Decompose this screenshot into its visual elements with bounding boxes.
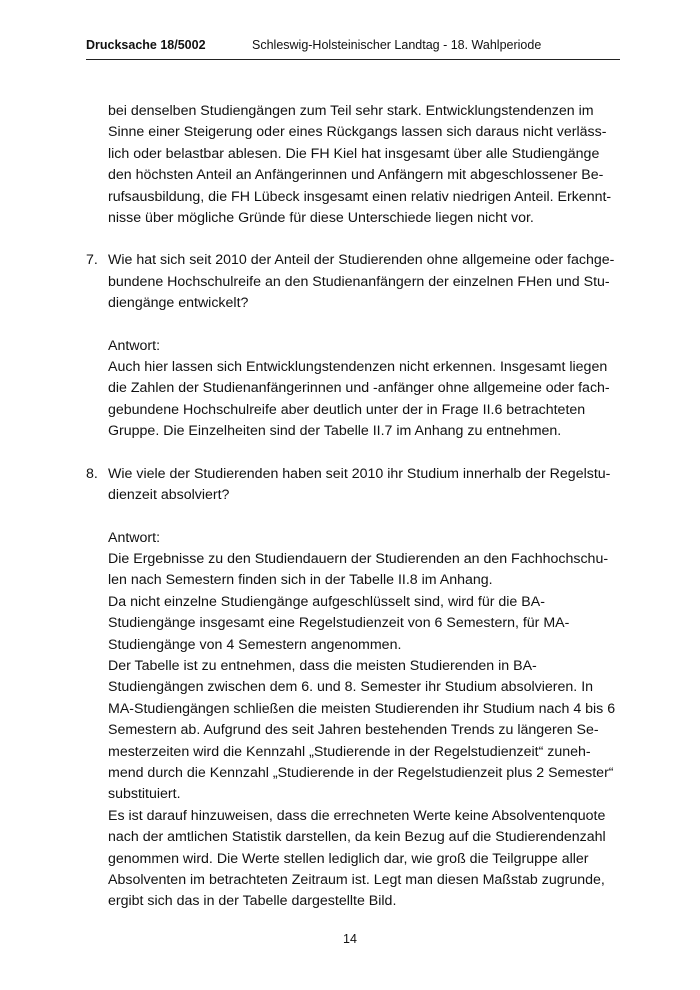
parliament-title: Schleswig-Holsteinischer Landtag - 18. Wahlperiode	[252, 38, 542, 52]
text-line: diengänge entwickelt?	[108, 295, 249, 312]
text-line: Semestern ab. Aufgrund des seit Jahren bestehenden Trends zu längeren Se-	[108, 722, 599, 739]
text-line: Studiengänge von 4 Semestern angenommen.	[108, 636, 402, 653]
text-line: Der Tabelle ist zu entnehmen, dass die meisten Studierenden in BA-	[108, 657, 537, 674]
text-line: Studiengänge insgesamt eine Regelstudienzeit von 6 Semestern, für MA-	[108, 615, 570, 632]
text-line: gebundene Hochschulreife aber deutlich unter der in Frage II.6 betrachteten	[108, 401, 586, 418]
page-header	[86, 36, 620, 58]
intro-paragraph	[108, 101, 620, 229]
text-line: Sinne einer Steigerung oder eines Rückgangs lassen sich daraus nicht verläss-	[108, 124, 607, 141]
question-8-text	[108, 464, 620, 507]
page-body	[86, 101, 620, 913]
text-line: nach der amtlichen Statistik darstellen, da kein Bezug auf die Studierendenzahl	[108, 829, 606, 846]
text-line: substituiert.	[108, 786, 181, 803]
answer-8	[108, 528, 620, 913]
question-7	[86, 250, 620, 442]
text-line: bei denselben Studiengängen zum Teil sehr stark. Entwicklungstendenzen im	[108, 103, 594, 119]
text-line: rufsausbildung, die FH Lübeck insgesamt einen relativ niedrigen Anteil. Erkennt-	[108, 188, 612, 205]
answer-label: Antwort:	[108, 529, 161, 546]
text-line: MA-Studiengängen schließen die meisten Studierenden ihr Studium nach 4 bis 6	[108, 700, 616, 717]
text-line: Wie viele der Studierenden haben seit 2010 ihr Studium innerhalb der Regelstu-	[108, 465, 611, 482]
text-line: Es ist darauf hinzuweisen, dass die errechneten Werte keine Absolventenquote	[108, 807, 606, 824]
text-line: Absolventen im betrachteten Zeitraum ist. Legt man diesen Maßstab zugrunde,	[108, 872, 605, 888]
text-line: Da nicht einzelne Studiengänge aufgeschlüsselt sind, wird für die BA-	[108, 593, 545, 610]
text-line: mesterzeiten wird die Kennzahl „Studierende in der Regelstudienzeit“ zuneh-	[108, 743, 591, 760]
text-line: Auch hier lassen sich Entwicklungstendenzen nicht erkennen. Insgesamt liegen	[108, 359, 608, 376]
text-line: lich oder belastbar ablesen. Die FH Kiel hat insgesamt über alle Studiengänge	[108, 145, 600, 162]
text-line: ergibt sich das in der Tabelle dargestellte Bild.	[108, 893, 397, 910]
text-line: len nach Semestern finden sich in der Tabelle II.8 im Anhang.	[108, 572, 493, 589]
text-line: Studiengängen zwischen dem 6. und 8. Semester ihr Studium absolvieren. In	[108, 679, 594, 696]
question-8	[86, 464, 620, 913]
text-line: genommen wird. Die Werte stellen lediglich dar, wie groß die Teilgruppe aller	[108, 850, 589, 867]
text-line: bundene Hochschulreife an den Studienanfängern der einzelnen FHen und Stu-	[108, 273, 610, 290]
text-line: Gruppe. Die Einzelheiten sind der Tabelle II.7 im Anhang zu entnehmen.	[108, 423, 562, 440]
page-number: 14	[343, 932, 357, 946]
question-number: 8.	[86, 465, 98, 482]
text-line: Die Ergebnisse zu den Studiendauern der Studierenden an den Fachhochschu-	[108, 550, 609, 567]
question-7-text	[108, 250, 620, 314]
header-divider	[86, 59, 620, 60]
text-line: nisse über mögliche Gründe für diese Unterschiede liegen nicht vor.	[108, 210, 534, 227]
text-line: die Zahlen der Studienanfängerinnen und -anfänger ohne allgemeine oder fach-	[108, 380, 610, 397]
text-line: mend durch die Kennzahl „Studierende in der Regelstudienzeit plus 2 Semester“	[108, 764, 614, 781]
answer-label: Antwort:	[108, 337, 161, 354]
text-line: Wie hat sich seit 2010 der Anteil der Studierenden ohne allgemeine oder fachge-	[108, 252, 615, 269]
text-line: den höchsten Anteil an Anfängerinnen und Anfängern mit abgeschlossener Be-	[108, 167, 604, 184]
question-number: 7.	[86, 252, 98, 269]
answer-7	[108, 336, 620, 443]
text-line: dienzeit absolviert?	[108, 487, 230, 504]
document-number: Drucksache 18/5002	[86, 38, 206, 52]
